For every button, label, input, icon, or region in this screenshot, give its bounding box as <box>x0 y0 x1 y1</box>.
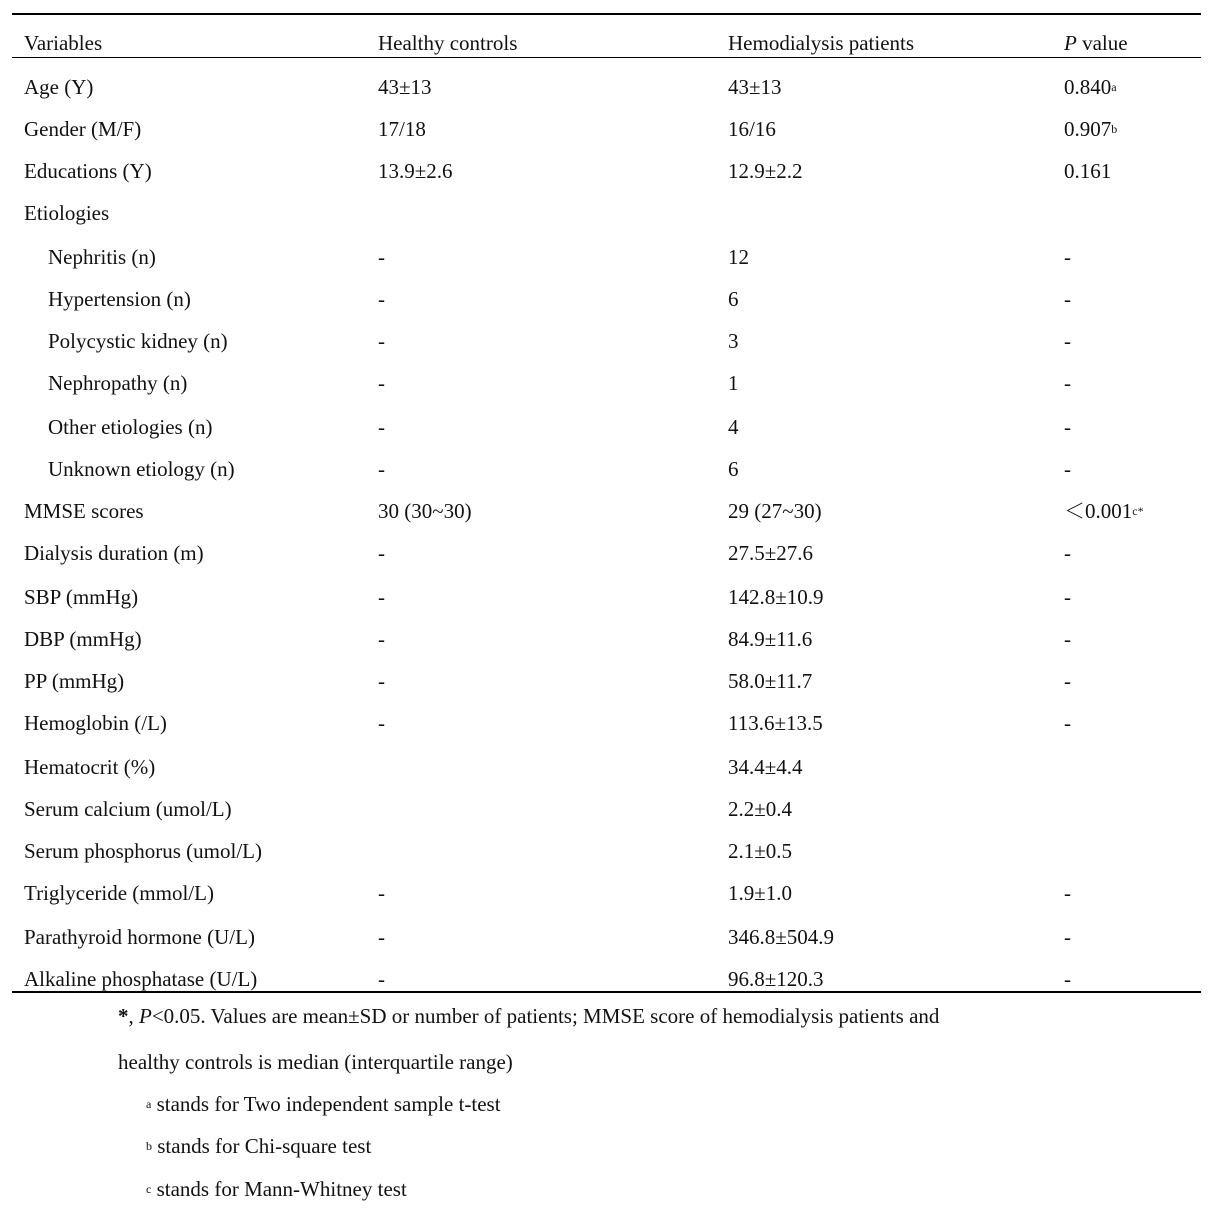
note-comma: , <box>128 1004 139 1028</box>
cell-healthy-controls: - <box>378 541 385 565</box>
cell-p-value <box>1064 921 1071 953</box>
cell-hemodialysis-patients: 346.8±504.9 <box>728 925 835 949</box>
cell-hemodialysis-patients: 1.9±1.0 <box>728 881 793 905</box>
cell-healthy-controls: - <box>378 627 385 651</box>
footnote-b-text: stands for Chi-square test <box>157 1134 372 1158</box>
cell-hemodialysis-patients: 12 <box>728 245 749 269</box>
p-value-number: - <box>1064 329 1071 353</box>
table-header-row <box>0 27 1212 59</box>
cell-variable: DBP (mmHg) <box>24 627 142 651</box>
cell-hemodialysis-patients: 29 (27~30) <box>728 499 822 523</box>
cell-variable: Hematocrit (%) <box>24 755 156 779</box>
cell-variable: Unknown etiology (n) <box>48 457 235 481</box>
p-value-number: - <box>1064 669 1071 693</box>
cell-p-value <box>1064 581 1071 613</box>
p-value-number: - <box>1064 287 1071 311</box>
table-row <box>0 877 1212 909</box>
cell-hemodialysis-patients: 27.5±27.6 <box>728 541 814 565</box>
table-bottom-rule <box>12 991 1201 993</box>
table-row <box>0 71 1212 103</box>
p-value-number: 0.161 <box>1064 159 1112 183</box>
cell-p-value <box>1064 71 1117 103</box>
table-row <box>0 283 1212 315</box>
table-row <box>0 707 1212 739</box>
cell-p-value <box>1064 241 1071 273</box>
table-row <box>0 835 1212 867</box>
footnote-b <box>146 1134 371 1159</box>
cell-hemodialysis-patients: 96.8±120.3 <box>728 967 824 991</box>
footnote-b-marker: b <box>146 1139 152 1153</box>
note-line1-rest: <0.05. Values are mean±SD or number of patients; MMSE score of hemodialysis patients and <box>151 1004 940 1028</box>
cell-healthy-controls: 30 (30~30) <box>378 499 472 523</box>
cell-variable: PP (mmHg) <box>24 669 125 693</box>
table-row <box>0 581 1212 613</box>
p-value-superscript: a <box>1111 80 1117 94</box>
p-value-number: - <box>1064 415 1071 439</box>
note-line-2: healthy controls is median (interquartile range) <box>118 1050 513 1074</box>
p-value-superscript: b <box>1111 122 1118 136</box>
table-header-rule <box>12 57 1201 58</box>
note-star: * <box>118 1004 129 1028</box>
p-value-number: - <box>1064 627 1071 651</box>
cell-hemodialysis-patients: 113.6±13.5 <box>728 711 823 735</box>
cell-variable: Parathyroid hormone (U/L) <box>24 925 255 949</box>
cell-hemodialysis-patients: 142.8±10.9 <box>728 585 824 609</box>
cell-variable: Polycystic kidney (n) <box>48 329 228 353</box>
table-row <box>0 793 1212 825</box>
cell-healthy-controls: - <box>378 287 385 311</box>
cell-p-value <box>1064 495 1144 527</box>
cell-hemodialysis-patients: 6 <box>728 287 739 311</box>
cell-variable: Age (Y) <box>24 75 94 99</box>
cell-p-value <box>1064 623 1071 655</box>
cell-hemodialysis-patients: 6 <box>728 457 739 481</box>
p-value-number: - <box>1064 585 1071 609</box>
table-row <box>0 623 1212 655</box>
table-row <box>0 197 1212 229</box>
table-row <box>0 665 1212 697</box>
table-row <box>0 411 1212 443</box>
cell-healthy-controls: - <box>378 415 385 439</box>
cell-hemodialysis-patients: 16/16 <box>728 117 776 141</box>
cell-variable: Etiologies <box>24 201 110 225</box>
cell-p-value <box>1064 283 1071 315</box>
header-p-italic: P <box>1064 31 1077 55</box>
cell-p-value <box>1064 537 1071 569</box>
header-variables: Variables <box>24 31 103 55</box>
cell-variable: Nephritis (n) <box>48 245 156 269</box>
table-row <box>0 453 1212 485</box>
table-row <box>0 155 1212 187</box>
table-row <box>0 751 1212 783</box>
header-p-value <box>1064 27 1128 59</box>
p-value-number: 0.840 <box>1064 75 1112 99</box>
cell-variable: Serum phosphorus (umol/L) <box>24 839 262 863</box>
footnote-c <box>146 1177 407 1202</box>
cell-p-value <box>1064 877 1071 909</box>
cell-variable: Gender (M/F) <box>24 117 142 141</box>
header-p-rest: value <box>1082 31 1128 55</box>
p-value-number: - <box>1064 925 1071 949</box>
cell-variable: Dialysis duration (m) <box>24 541 204 565</box>
table-row <box>0 921 1212 953</box>
cell-variable: Triglyceride (mmol/L) <box>24 881 214 905</box>
cell-variable: Serum calcium (umol/L) <box>24 797 232 821</box>
p-value-number: - <box>1064 457 1071 481</box>
p-value-number: ＜0.001 <box>1064 499 1133 523</box>
cell-healthy-controls: - <box>378 457 385 481</box>
note-line-1 <box>118 1004 939 1029</box>
cell-healthy-controls: - <box>378 585 385 609</box>
cell-variable: SBP (mmHg) <box>24 585 139 609</box>
cell-p-value <box>1064 155 1111 187</box>
cell-p-value <box>1064 453 1071 485</box>
cell-variable: Other etiologies (n) <box>48 415 213 439</box>
cell-healthy-controls: - <box>378 881 385 905</box>
cell-p-value <box>1064 113 1117 145</box>
cell-healthy-controls: - <box>378 925 385 949</box>
cell-hemodialysis-patients: 3 <box>728 329 739 353</box>
cell-hemodialysis-patients: 58.0±11.7 <box>728 669 813 693</box>
cell-variable: Nephropathy (n) <box>48 371 188 395</box>
cell-hemodialysis-patients: 2.1±0.5 <box>728 839 793 863</box>
p-value-number: - <box>1064 541 1071 565</box>
cell-p-value <box>1064 367 1071 399</box>
cell-variable: Alkaline phosphatase (U/L) <box>24 967 258 991</box>
cell-healthy-controls: - <box>378 329 385 353</box>
p-value-number: - <box>1064 245 1071 269</box>
cell-healthy-controls: - <box>378 669 385 693</box>
note-p-italic: P <box>139 1004 152 1028</box>
table-row <box>0 367 1212 399</box>
cell-healthy-controls: 43±13 <box>378 75 432 99</box>
table-row <box>0 495 1212 527</box>
footnote-c-marker: c <box>146 1182 152 1196</box>
cell-hemodialysis-patients: 34.4±4.4 <box>728 755 803 779</box>
table-row <box>0 325 1212 357</box>
footnote-a-marker: a <box>146 1097 152 1111</box>
p-value-number: 0.907 <box>1064 117 1112 141</box>
cell-healthy-controls: - <box>378 967 385 991</box>
cell-hemodialysis-patients: 43±13 <box>728 75 782 99</box>
cell-healthy-controls: 17/18 <box>378 117 426 141</box>
cell-healthy-controls: - <box>378 711 385 735</box>
cell-hemodialysis-patients: 4 <box>728 415 739 439</box>
cell-healthy-controls: - <box>378 245 385 269</box>
table-row <box>0 241 1212 273</box>
p-value-number: - <box>1064 371 1071 395</box>
cell-hemodialysis-patients: 12.9±2.2 <box>728 159 803 183</box>
cell-p-value <box>1064 665 1071 697</box>
cell-hemodialysis-patients: 1 <box>728 371 739 395</box>
p-value-superscript: c* <box>1132 504 1144 518</box>
cell-p-value <box>1064 411 1071 443</box>
footnote-a-text: stands for Two independent sample t-test <box>156 1092 501 1116</box>
cell-healthy-controls: - <box>378 371 385 395</box>
footnote-a <box>146 1092 501 1117</box>
cell-variable: Hemoglobin (/L) <box>24 711 167 735</box>
cell-variable: Educations (Y) <box>24 159 152 183</box>
cell-healthy-controls: 13.9±2.6 <box>378 159 453 183</box>
cell-p-value <box>1064 325 1071 357</box>
header-healthy-controls: Healthy controls <box>378 31 518 55</box>
p-value-number: - <box>1064 711 1071 735</box>
table-top-rule <box>12 13 1201 15</box>
header-hemodialysis-patients: Hemodialysis patients <box>728 31 915 55</box>
p-value-number: - <box>1064 967 1071 991</box>
cell-variable: MMSE scores <box>24 499 144 523</box>
cell-p-value <box>1064 707 1071 739</box>
cell-variable: Hypertension (n) <box>48 287 191 311</box>
p-value-number: - <box>1064 881 1071 905</box>
table-row <box>0 537 1212 569</box>
cell-hemodialysis-patients: 2.2±0.4 <box>728 797 793 821</box>
cell-hemodialysis-patients: 84.9±11.6 <box>728 627 813 651</box>
footnote-c-text: stands for Mann-Whitney test <box>156 1177 407 1201</box>
table-row <box>0 113 1212 145</box>
